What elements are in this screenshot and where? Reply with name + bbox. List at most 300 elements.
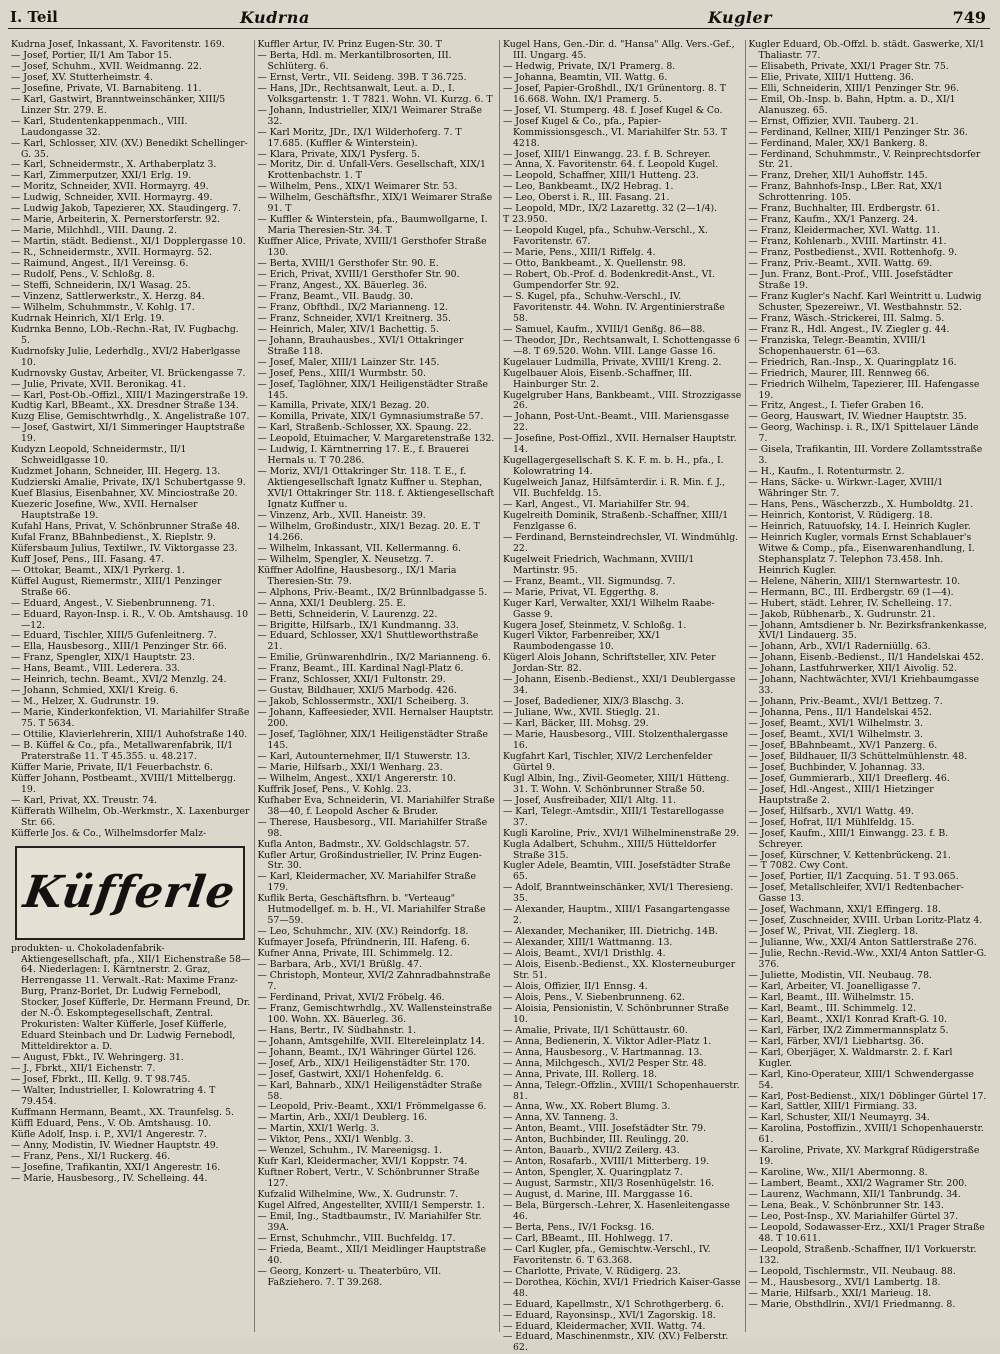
directory-entry: — Hans, Beamt., VIII. Lederera. 33.	[11, 663, 181, 675]
directory-entry: — Bela, Bürgersch.-Lehrer, X. Hasenleitengasse 46.	[503, 1200, 730, 1222]
directory-entry: — Karl, Beamt., III. Wilhelmstr. 15.	[748, 991, 915, 1003]
directory-entry: Kugfahrt Karl, Tischler, XIV/2 Lerchenfelder Gürtel 9.	[503, 750, 713, 773]
directory-entry: — Karl, Beamt., III. Schimmelg. 12.	[748, 1002, 917, 1014]
directory-entry: Kufner Anna, Private, III. Schimmelg. 12.	[257, 948, 453, 960]
directory-entry: — Josef, Bildhauer, II/3 Schüttelmühlenstr. 48.	[748, 750, 968, 762]
directory-entry: — Georg, Wachinsp. i. R., IX/1 Spittelauer Lände 7.	[748, 422, 979, 445]
directory-entry: — Franz, Pens., XI/1 Ruckerg. 46.	[11, 1150, 171, 1162]
directory-entry: — R., Schneidermstr., XVII. Hormayrg. 52.	[11, 247, 213, 259]
directory-entry: Kugli Karoline, Priv., XVI/1 Wilhelminenstraße 29.	[503, 827, 740, 839]
directory-entry: — Leo, Oberst i. R., III. Fasang. 21.	[503, 192, 670, 204]
directory-entry: — Marie, Obsthdlrin., XVI/1 Friedmanng. 8.	[748, 1298, 956, 1310]
advertisement-box	[15, 846, 245, 940]
directory-entry: — Johanna, Beamtin, VII. Wattg. 6.	[503, 71, 668, 83]
directory-entry: — Elisabeth, Private, XXI/1 Prager Str. 75.	[748, 60, 949, 72]
directory-entry: T 23.950.	[503, 214, 548, 226]
directory-entry: — Jakob, Schlossermstr., XXI/1 Scheiberg. 3.	[257, 696, 469, 708]
directory-entry: — S. Kugel, pfa., Schuhw.-Verschl., IV. Favoritenstr. 44. Wohn. IV. Argentinierstraße 58.	[503, 290, 725, 324]
directory-entry: — Josef, Portier, II/1 Am Tabor 15.	[11, 49, 172, 61]
directory-entry: — Martin, XXI/1 Werlg. 3.	[257, 1123, 380, 1135]
directory-entry: — Franz, Postbedienst., XVII. Rottenhofg. 9.	[748, 247, 958, 259]
directory-entry: Küffner Adolfine, Hausbesorg., IX/1 Maria Theresien-Str. 79.	[257, 564, 457, 587]
directory-entry: Kugel Hans, Gen.-Dir. d. "Hansa" Allg. Vers.-Gef., III. Ungarg. 45.	[503, 39, 735, 61]
directory-entry: — Moriz, XVI/1 Ottakringer Str. 118. T. E., f. Aktiengesellschaft Ignatz Kuffner u. Stephan, XVI/1 Ottakringer Str. 118. f. Aktiengesellschaft Ignatz Kuffner u.	[257, 466, 495, 511]
directory-entry: — Josef, VI. Stumperg. 48. f. Josef Kugel & Co.	[503, 104, 723, 116]
directory-entry: — Anna, Private, III. Rollerg. 18.	[503, 1068, 658, 1080]
directory-entry: — Karl, Straßenb.-Schlosser, XX. Spaung. 22.	[257, 422, 472, 434]
directory-entry: Kugelweit Friedrich, Wachmann, XVIII/1 Martinstr. 95.	[503, 553, 695, 576]
directory-entry: Kugera Josef, Steinmetz, V. Schloßg. 1.	[503, 619, 687, 631]
directory-entry: — Georg, Hauswart, IV. Wiedner Hauptstr. 35.	[748, 411, 967, 423]
directory-entry: — Amalie, Private, II/1 Schüttaustr. 60.	[503, 1024, 688, 1036]
directory-entry: — Wilhelm, Pens., XIX/1 Weimarer Str. 53.	[257, 181, 458, 193]
directory-entry: — Julie, Private, XVII. Beronikag. 41.	[11, 378, 186, 390]
directory-columns	[8, 39, 990, 1354]
directory-entry: — Josefine, Trafikantin, XXI/1 Angerestr. 16.	[11, 1161, 221, 1173]
directory-entry: — Aloisia, Pensionistin, V. Schönbrunner Straße 10.	[503, 1002, 729, 1025]
directory-entry: — Gustav, Bildhauer, XXI/5 Marbodg. 426.	[257, 685, 457, 697]
directory-entry: Kuff Josef, Pens., III. Fasang. 47.	[11, 553, 165, 565]
directory-entry: — Franz, Dreher, XII/1 Auhoffstr. 145.	[748, 170, 928, 182]
directory-entry: Kugel Alfred, Angestellter, XVIII/1 Semperstr. 1.	[257, 1200, 485, 1212]
directory-entry: Kugler Eduard, Ob.-Offzl. b. städt. Gaswerke, XI/1 Thaliastr. 77.	[748, 39, 985, 61]
page-number: 749	[952, 8, 986, 27]
directory-entry: — Johann, Eisenb.-Bedienst., XXI/1 Deublergasse 34.	[503, 674, 736, 697]
directory-entry: Kufhaber Eva, Schneiderin, VI. Mariahilfer Straße 38—40, f. Leopold Ascher & Bruder.	[257, 794, 495, 817]
directory-entry: — Josefine, Post-Offizl., XVII. Hernalser Hauptstr. 14.	[503, 433, 737, 456]
directory-entry: — Lena, Beak., V. Schönbrunner Str. 143.	[748, 1200, 944, 1212]
directory-entry: — Brigitte, Hilfsarb., IX/1 Kundmanng. 33.	[257, 619, 459, 631]
directory-entry: — Josef, Beamt., XVI/1 Wilhelmstr. 3.	[748, 718, 923, 730]
directory-entry: — Samuel, Kaufm., XVIII/1 Genßg. 86—88.	[503, 323, 706, 335]
directory-entry: — Josef, Metallschleifer, XVI/1 Redtenbacher-Gasse 13.	[748, 882, 964, 905]
directory-entry: — Eduard, Tischler, XIII/5 Gufenleitnerg. 7.	[11, 630, 217, 642]
directory-entry: — Josefine, Private, VI. Barnabiteng. 11.	[11, 82, 202, 94]
directory-entry: Kuzg Elise, Gemischtwrhdlg., X. Angelistraße 107.	[11, 411, 250, 423]
directory-entry: — Marie, Hilfsarb., XXI/1 Wenharg. 23.	[257, 761, 443, 773]
directory-entry: — Eduard, Rayon-Insp. i. R., V. Ob. Amtshausg. 10—12.	[11, 608, 249, 631]
directory-entry: — Franz, Schlosser, XXI/1 Fultonstr. 29.	[257, 674, 446, 686]
directory-entry: — Karl, Telegr.-Amtsdir., XIII/1 Testarellogasse 37.	[503, 805, 724, 828]
directory-entry: Kufmayer Josefa, Pfründnerin, III. Hafeng. 6.	[257, 937, 470, 949]
directory-entry: Kudrnofsky Julie, Lederhdlg., XVI/2 Haberlgasse 10.	[11, 345, 241, 368]
directory-entry: — Komilla, Private, XIX/1 Gymnasiumstraße 57.	[257, 411, 484, 423]
directory-entry: — Carl, BBeamt., III. Hohlwegg. 17.	[503, 1232, 674, 1244]
directory-entry: — Kamilla, Private, XIX/1 Bezag. 20.	[257, 400, 430, 412]
directory-entry: — Ernst, Vertr., VII. Seideng. 39B. T 36.725.	[257, 71, 467, 83]
directory-entry: — Josef, Kaufm., XIII/1 Einwangg. 23. f. B. Schreyer.	[748, 827, 949, 850]
directory-entry: — Berta, XVIII/1 Gersthofer Str. 90. E.	[257, 258, 439, 270]
directory-entry: — Ludwig, I. Kärntnerring 17. E., f. Brauerei Hernals u. T 70.286.	[257, 444, 469, 467]
directory-entry: — Karolina, Postoffizin., XVIII/1 Schopenhauerstr. 61.	[748, 1123, 984, 1146]
directory-entry: Küfferle Jos. & Co., Wilhelmsdorfer Malz-	[11, 827, 207, 839]
directory-entry: — Eduard, Rayonsinsp., XVI/1 Zagorskig. 18.	[503, 1309, 716, 1321]
directory-entry: — Ludwig, Schneider, XVII. Hormayrg. 49.	[11, 192, 213, 204]
directory-entry: — Anton, Buchbinder, III. Reulingg. 20.	[503, 1134, 689, 1146]
directory-entry: — Hedwig, Private, IX/1 Pramerg. 8.	[503, 60, 676, 72]
directory-entry: — Josef, Gastwirt, XI/1 Simmeringer Hauptstraße 19.	[11, 422, 245, 445]
directory-entry: — Heinrich, Kontorist, V. Rüdigerg. 18.	[748, 509, 933, 521]
directory-entry: — Hans, Bertr., IV. Südbahnstr. 1.	[257, 1024, 417, 1036]
directory-entry: — Alphons, Priv.-Beamt., IX/2 Brünnlbadgasse 5.	[257, 586, 488, 598]
directory-entry: — Josef, Taglöhner, XIX/1 Heiligenstädter Straße 145.	[257, 729, 489, 751]
directory-entry: — Johann, Eisenb.-Bedienst., II/1 Handelskai 452.	[748, 652, 984, 664]
directory-entry: — Franz, Kohlenarb., XVIII. Martinstr. 41.	[748, 236, 947, 248]
directory-entry: — Hubert, städt. Lehrer, IV. Schelleing. 17.	[748, 597, 952, 609]
directory-entry: Küffer Marie, Private, II/1 Feuerbachstr. 6.	[11, 761, 213, 773]
directory-entry: — Franz, Kaufm., XX/1 Panzerg. 24.	[748, 214, 918, 226]
directory-entry: — Karl, Bahnarb., XIX/1 Heiligenstädter Straße 58.	[257, 1079, 483, 1102]
directory-entry: Kugla Adalbert, Schuhm., XIII/5 Hütteldorfer Straße 315.	[503, 838, 717, 861]
directory-entry: — M., Hausbesorg., XVI/1 Lambertg. 18.	[748, 1276, 941, 1288]
directory-entry: — Josef, Taglöhner, XIX/1 Heiligenstädter Straße 145.	[257, 378, 489, 401]
directory-entry: — Franz Kugler's Nachf. Karl Weintritt u. Ludwig Schuster, Spezereiwr., VI. Westbahnstr. 52.	[748, 290, 982, 313]
directory-entry: — Wilhelm, Großindustr., XIX/1 Bezag. 20. E. T 14.266.	[257, 520, 480, 543]
directory-entry: — J., Fbrkt., XII/1 Eichenstr. 7.	[11, 1063, 156, 1075]
directory-entry: — Alexander, Mechaniker, III. Dietrichg. 14B.	[503, 926, 718, 938]
directory-entry: Kugl Albin, Ing., Zivil-Geometer, XIII/1 Hütteng. 31. T. Wohn. V. Schönbrunner Straße 50.	[503, 772, 730, 795]
directory-entry: — Elie, Private, XIII/1 Hutteng. 36.	[748, 71, 914, 83]
directory-entry: Küfle Adolf, Insp. i. P., XVI/1 Angerestr. 7.	[11, 1128, 207, 1140]
directory-entry: — Anny, Modistin, IV. Wiedner Hauptstr. 49.	[11, 1139, 219, 1151]
directory-entry: — Josef, Pens., XIII/1 Wurmbstr. 50.	[257, 367, 426, 379]
running-head-last-name: Kugler	[708, 8, 773, 27]
directory-entry: — Alois, Eisenb.-Bedienst., XX. Klosterneuburger Str. 51.	[503, 959, 736, 982]
directory-entry: — Leopold, Schaffner, XIII/1 Hutteng. 23.	[503, 170, 699, 182]
directory-entry: Küfersbaum Julius, Textilwr., IV. Viktorgasse 23.	[11, 542, 238, 554]
directory-entry: — Alexander, Hauptm., XIII/1 Fasangartengasse 2.	[503, 904, 731, 927]
directory-entry: — Raimund, Angest., II/1 Vereinsg. 6.	[11, 258, 189, 270]
directory-entry: — Jakob, Rübhenarb., X. Gudrunstr. 21.	[748, 608, 936, 620]
directory-entry: Kudrnka Benno, LOb.-Rechn.-Rat, IV. Fugbachg. 5.	[11, 323, 239, 346]
directory-entry: — Wilhelm, Inkassant, VII. Kellermanng. 6.	[257, 542, 461, 554]
directory-entry: Kugelbauer Alois, Eisenb.-Schaffner, III. Hainburger Str. 2.	[503, 367, 693, 390]
directory-entry: — Hans, Säcke- u. Wirkwr.-Lager, XVIII/1 Währinger Str. 7.	[748, 477, 944, 500]
directory-entry: — Hans, Pens., Wäscherzzb., X. Humboldtg. 21.	[748, 499, 974, 511]
directory-entry: — Karl, Oberjäger, X. Waldmarstr. 2. f. Karl Kugler.	[748, 1046, 953, 1069]
directory-entry: — Johann, Kaffeesieder, XVII. Hernalser Hauptstr. 200.	[257, 707, 494, 730]
directory-entry: — Johann, Priv.-Beamt., XVI/1 Bettzeg. 7.	[748, 696, 943, 708]
directory-entry: — Alexander, XIII/1 Wattmanng. 13.	[503, 937, 673, 949]
directory-entry: — Karl, Kleidermacher, XV. Mariahilfer Straße 179.	[257, 871, 476, 894]
directory-entry: — Franz, Buchhalter, III. Erdbergstr. 61.	[748, 203, 940, 215]
directory-entry: produkten- u. Chokoladenfabrik-Aktiengesellschaft, pfa., XII/1 Eichenstraße 58—64. Niederlagen: I. Kärntnerstr. 2. Graz, Herrengasse 11. Verwalt.-Rat: Maxime Franz-Burg, Pranz-Borlet, Dr. Ludwig Fernebodl, Stocker, Josef Küfferle, Dr. Hermann Freund, Dr. der N.-Ö. Eskomptegesellschaft, Zentral. Prokuristen: Walter Küfferle, Josef Küfferle, Eduard Steinbach und Dr. Ludwig Fernebodl, Mitteldirektor a. D.	[11, 942, 251, 1053]
directory-entry: — Leopold, Priv.-Beamt., XXI/1 Frömmelgasse 6.	[257, 1101, 487, 1113]
directory-entry: — Elli, Schneiderin, XIII/1 Penzinger Str. 96.	[748, 82, 960, 94]
directory-entry: Küfferath Wilhelm, Ob.-Werkmstr., X. Laxenburger Str. 66.	[11, 805, 250, 828]
directory-entry: — Laurenz, Wachmann, XII/1 Tanbrundg. 34.	[748, 1189, 961, 1201]
directory-entry: Kufahl Hans, Privat, V. Schönbrunner Straße 48.	[11, 520, 241, 532]
directory-entry: — Carl Kugler, pfa., Gemischtw.-Verschl., IV. Favoritenstr. 6. T 63.368.	[503, 1243, 711, 1266]
directory-entry: — Anna, Milchgesch., XVI/2 Pesper Str. 48.	[503, 1057, 707, 1069]
directory-entry: — Johann, Nachtwächter, XVI/1 Kriehbaumgasse 33.	[748, 674, 980, 697]
directory-entry: — Franz, Bahnhofs-Insp., LBer. Rat, XX/1 Schrottenring. 105.	[748, 181, 944, 204]
directory-entry: — Karl, Bäcker, III. Mohsg. 29.	[503, 718, 649, 730]
directory-entry: — Helene, Näherin, XIII/1 Sternwartestr. 10.	[748, 575, 961, 587]
directory-entry: — Johann, Industrieller, XIX/1 Weimarer Straße 32.	[257, 104, 482, 127]
directory-entry: — August, d. Marine, III. Marggasse 16.	[503, 1189, 693, 1201]
directory-entry: — Franz, Beamt., III. Kardinal Nagl-Platz 6.	[257, 663, 464, 675]
directory-entry: — Marie, Privat, VI. Eggerthg. 8.	[503, 586, 659, 598]
directory-entry: Kuffler Artur, IV. Prinz Eugen-Str. 30. T	[257, 39, 442, 50]
directory-column-3	[499, 39, 745, 1354]
directory-entry: — Josef, Zuschneider, XVIII. Urban Loritz-Platz 4.	[748, 915, 983, 927]
directory-entry: — Wilhelm, Angest., XXI/1 Angererstr. 10.	[257, 772, 456, 784]
directory-entry: — Charlotte, Private, V. Rüdigerg. 23.	[503, 1265, 681, 1277]
directory-entry: — Marie, Kinderkonfektion, VI. Mariahilfer Straße 75. T 5634.	[11, 707, 250, 730]
directory-entry: — Leopold, Straßenb.-Schaffner, II/1 Vorkuerstr. 132.	[748, 1243, 977, 1266]
directory-entry: — Ernst, Schuhmchr., VIII. Buchfeldg. 17.	[257, 1232, 456, 1244]
directory-entry: — Johann, Amtsdiener b. Nr. Bezirksfrankenkasse, XVI/1 Lindauerg. 35.	[748, 619, 987, 642]
directory-entry: — Marie, Pens., XIII/1 Riffelg. 4.	[503, 247, 656, 259]
directory-entry: — B. Küffel & Co., pfa., Metallwarenfabrik, II/1 Praterstraße 11. T 45.355. u. 48.217.	[11, 740, 234, 762]
directory-entry: Küffel August, Riemermstr., XIII/1 Penzinger Straße 66.	[11, 575, 222, 598]
directory-entry: — Franz, Beamt., VII. Sigmundsg. 7.	[503, 575, 676, 587]
directory-entry: Kugler Adele, Beamtin, VIII. Josefstädter Straße 65.	[503, 860, 731, 883]
directory-entry: — Wenzel, Schuhm., IV. Mareenigsg. 1.	[257, 1145, 443, 1157]
directory-entry: — Anna, X. Favoritenstr. 64. f. Leopold Kugel.	[503, 159, 719, 171]
directory-entry: — August, Fbkt., IV. Wehringerg. 31.	[11, 1052, 184, 1064]
directory-entry: — Karl, Autounternehmer, II/1 Stuwerstr. 13.	[257, 750, 471, 762]
directory-column-4	[745, 40, 991, 1332]
directory-entry: Kugelreith Dominik, Straßenb.-Schaffner, XIII/1 Fenzlgasse 6.	[503, 509, 729, 532]
directory-entry: — Moritz, Schneider, XVII. Hormayrg. 49.	[11, 181, 209, 193]
directory-entry: Kugellagergesellschaft S. K. F. m. b. H., pfa., I. Kolowratring 14.	[503, 455, 724, 478]
directory-entry: — Robert, Ob.-Prof. d. Bodenkredit-Anst., VI. Gumpendorfer Str. 92.	[503, 269, 715, 291]
directory-entry: — Anna, Telegr.-Offzlin., XVIII/1 Schopenhauerstr. 81.	[503, 1079, 740, 1102]
directory-entry: — Leopold, Etuimacher, V. Margaretenstraße 132.	[257, 433, 495, 445]
directory-entry: — Karl, Post-Bedienst., XIX/1 Döblinger Gürtel 17.	[748, 1090, 987, 1102]
directory-entry: — Klara, Private, XIX/1 Pysferg. 5.	[257, 148, 421, 160]
directory-entry: — Eduard, Maschinenmstr., XIV. (XV.) Felberstr. 62.	[503, 1331, 729, 1354]
directory-entry: — Josef, Maler, XIII/1 Lainzer Str. 145.	[257, 356, 440, 368]
directory-entry: — Julianne, Ww., XXI/4 Anton Sattlerstraße 276.	[748, 937, 977, 949]
directory-entry: — Adolf, Branntweinschänker, XVI/1 Theresieng. 35.	[503, 882, 734, 905]
directory-entry: — Johann, Post-Unt.-Beamt., VIII. Mariensgasse 22.	[503, 411, 729, 434]
directory-entry: — Josef, Hdl.-Angest., XIII/1 Hietzinger Hauptstraße 2.	[748, 783, 934, 806]
directory-entry: — Barbara, Arb., XVI/1 Brüßlg. 47.	[257, 959, 423, 971]
directory-entry: — Eduard, Kapellmstr., X/1 Schrothgerberg. 6.	[503, 1298, 724, 1310]
directory-entry: Küffer Johann, Postbeamt., XVIII/1 Mittelbergg. 19.	[11, 772, 236, 795]
directory-entry: — Anna, Hausbesorg., V. Hartmannag. 13.	[503, 1046, 703, 1058]
directory-entry: — Leo, Schuhmchr., XIV. (XV.) Reindorfg. 18.	[257, 926, 469, 938]
directory-entry: — Anna, Bedienerin, X. Viktor Adler-Platz 1.	[503, 1035, 712, 1047]
part-label: I. Teil	[10, 8, 58, 26]
directory-entry: — Leopold, Sodawasser-Erz., XXI/1 Prager Straße 48. T 10.611.	[748, 1221, 985, 1244]
directory-entry: — Moritz, Dir. d. Unfall-Vers. Gesellschaft, XIX/1 Krottenbachstr. 1. T	[257, 159, 486, 182]
directory-entry: — Josef, Arb., XIX/1 Heiligenstädter Str. 170.	[257, 1057, 471, 1069]
directory-entry: — Karl, Schlosser, XIV. (XV.) Benedikt Schellinger-G. 35.	[11, 137, 248, 160]
directory-entry: — Karl, Färber, IX/2 Zimmermannsplatz 5.	[748, 1024, 949, 1036]
directory-entry: — Anton, Spengler, X. Quaringplatz 7.	[503, 1167, 683, 1179]
directory-entry: — Franz R., Hdl. Angest., IV. Ziegler g. 44.	[748, 323, 950, 335]
directory-entry: — Karl, Studentenkappenmach., VIII. Laudongasse 32.	[11, 115, 188, 138]
directory-entry: Kufal Franz, BBahnbedienst., X. Rieplstr. 9.	[11, 531, 216, 543]
directory-entry: — Karl, Privat, XX. Treustr. 74.	[11, 794, 158, 806]
directory-entry: — Ella, Hausbesorg., XIII/1 Penzinger Str. 66.	[11, 641, 227, 653]
directory-entry: — Berta, Pens., IV/1 Focksg. 16.	[503, 1221, 655, 1233]
directory-entry: — Wilhelm, Geschäftsfhr., XIX/1 Weimarer Straße 91. T	[257, 192, 493, 215]
directory-entry: Kuflik Berta, Geschäftsfhrn. b. "Verteaug" Hutmodellgef. m. b. H., VI. Mariahilfer Straße 57—59.	[257, 893, 486, 927]
directory-entry: — Leo, Post-Insp., XV. Mariahilfer Gürtel 37.	[748, 1210, 959, 1222]
directory-entry: — Leopold, MDr., IX/2 Lazarettg. 32 (2—1/4).	[503, 203, 718, 215]
directory-entry: — Franz, Kleidermacher, XVI. Wattg. 11.	[748, 225, 940, 237]
directory-entry: — Karoline, Private, XV. Markgraf Rüdigerstraße 19.	[748, 1145, 980, 1168]
directory-entry: — Marie, Arbeiterin, X. Pernerstorferstr. 92.	[11, 214, 221, 226]
directory-entry: Kugelweich Janaz, Hilfsämterdir. i. R. Min. f. J., VII. Buchfeldg. 15.	[503, 477, 726, 500]
directory-entry: — Vinzenz, Arb., XVII. Haneistr. 39.	[257, 509, 426, 521]
directory-entry: — Ferdinand, Privat, XVI/2 Fröbelg. 46.	[257, 991, 445, 1003]
directory-entry: — Lambert, Beamt., XXI/2 Wagramer Str. 200.	[748, 1178, 968, 1190]
directory-entry: — Johann, Brauhausbes., XVI/1 Ottakringer Straße 118.	[257, 334, 464, 357]
directory-entry: — Karl, Beamt., XXI/1 Konrad Kraft-G. 10.	[748, 1013, 947, 1025]
directory-entry: — Josef, XIII/1 Einwangg. 23. f. B. Schreyer.	[503, 148, 711, 160]
directory-entry: — Johann, Schmied, XXI/1 Kreig. 6.	[11, 685, 179, 697]
directory-entry: — Rudolf, Pens., V. Schloßg. 8.	[11, 269, 155, 281]
directory-entry: — Franz, Spengler, XIX/1 Hauptstr. 23.	[11, 652, 195, 664]
directory-entry: — Leo, Bankbeamt., IX/2 Hebrag. 1.	[503, 181, 674, 193]
directory-entry: — Wilhelm, Spengler, X. Neusetzg. 7.	[257, 553, 434, 565]
directory-entry: — Josef, BBahnbeamt., XV/1 Panzerg. 6.	[748, 740, 938, 751]
directory-entry: — Anna, XXI/1 Deublerg. 25. E.	[257, 597, 406, 609]
directory-entry: Kudrna Josef, Inkassant, X. Favoritenstr. 169.	[11, 39, 225, 50]
directory-entry: — Franz, Wäsch.-Strickerei, III. Salmg. 5.	[748, 312, 945, 324]
directory-entry: — Josef, XV. Stutterheimstr. 4.	[11, 71, 153, 83]
directory-entry: — Josef, Schuhm., XVII. Weidmanng. 22.	[11, 60, 202, 72]
directory-entry: — Otto, Bankbeamt., X. Quellenstr. 98.	[503, 258, 686, 270]
directory-entry: — Josef, Hilfsarb., XVI/1 Wattg. 49.	[748, 805, 914, 817]
directory-entry: — Ottokar, Beamt., XIX/1 Pyrkerg. 1.	[11, 564, 185, 576]
directory-entry: — Berta, Hdl. m. Merkantilbrosorten, III. Schlüterg. 6.	[257, 49, 452, 72]
directory-entry: — Johann, Beamt., IX/1 Währinger Gürtel 126.	[257, 1046, 477, 1058]
directory-entry: — Wilhelm, Schuhmmstr., V. Kohlg. 17.	[11, 301, 195, 313]
directory-entry: — Alois, Pens., V. Siebenbrunneng. 62.	[503, 991, 685, 1003]
directory-entry: — Friedrich, Maurer, III. Rennweg 66.	[748, 367, 930, 379]
directory-entry: — Josef Kugel & Co., pfa., Papier-Kommissionsgesch., VI. Mariahilfer Str. 53. T 4218.	[503, 115, 728, 149]
directory-entry: Kufla Anton, Badmstr., XV. Goldschlagstr. 57.	[257, 838, 470, 850]
directory-entry: — Georg, Konzert- u. Theaterbüro, VII. Faßziehero. 7. T 39.268.	[257, 1265, 442, 1288]
directory-entry: — Josef, Portier, II/1 Zacquing. 51. T 93.065.	[748, 871, 959, 883]
directory-entry: — Kuffler & Winterstein, pfa., Baumwollgarne, I. Maria Theresien-Str. 34. T	[257, 214, 488, 237]
directory-entry: — Vinzenz, Sattlerwerkstr., X. Herzg. 84.	[11, 290, 205, 302]
directory-entry: Kudrnak Heinrich, XI/1 Erlg. 19.	[11, 312, 165, 324]
directory-entry: — Eduard, Schlosser, XX/1 Shuttleworthstraße 21.	[257, 630, 479, 653]
directory-entry: Kudrnovsky Gustav, Arbeiter, VI. Brückengasse 7.	[11, 367, 246, 379]
directory-entry: — Josef W., Privat, VII. Zieglerg. 18.	[748, 926, 919, 938]
directory-column-2	[254, 40, 500, 1332]
directory-entry: — Karl, Angest., VI. Mariahilfer Str. 94.	[503, 499, 690, 511]
directory-entry: — Johann, Amtsgehilfe, XVII. Eltereleinplatz 14.	[257, 1035, 485, 1047]
directory-entry: — Hans, JDr., Rechtsanwalt, Leut. a. D., I. Volksgartenstr. 1. T 7821. Wohn. VI. Kurzg. 6. T	[257, 82, 493, 105]
directory-entry: Kuftner Robert, Vertr., V. Schönbrunner Straße 127.	[257, 1167, 480, 1190]
directory-entry: — Josef, Beamt., XVI/1 Wilhelmstr. 3.	[748, 729, 923, 741]
directory-entry: — Johann, Lastfuhrwerker, XII/1 Aivolig. 52.	[748, 663, 958, 675]
directory-entry: — Betti, Schneiderin, V. Laurenzg. 22.	[257, 608, 438, 620]
directory-entry: Kuger Karl, Verwalter, XXI/1 Wilhelm Raabe-Gasse 9.	[503, 597, 715, 620]
directory-entry: — Martin, städt. Bedienst., XI/1 Dopplergasse 10.	[11, 236, 246, 248]
directory-entry: — Ernst, Offizier, XVII. Tauberg. 21.	[748, 115, 919, 127]
directory-entry: — Anna, Ww., XX. Robert Blumg. 3.	[503, 1101, 671, 1113]
directory-entry: — T 7082. Cwy Cont.	[748, 860, 849, 872]
directory-entry: — Karl, Gastwirt, Branntweinschänker, XIII/5 Linzer Str. 279. E.	[11, 93, 226, 116]
directory-entry: — Alois, Beamt., XVI/1 Dristhlg. 4.	[503, 948, 666, 960]
directory-entry: — Gisela, Trafikantin, III. Vordere Zollamtsstraße 3.	[748, 444, 983, 467]
directory-entry: — Erich, Privat, XVIII/1 Gersthofer Str. 90.	[257, 269, 460, 281]
advertisement-logo: Küfferle	[20, 867, 239, 919]
directory-entry: — Marie, Hausbesorg., IV. Schelleing. 44.	[11, 1172, 208, 1184]
directory-entry: — Karl, Schuster, XII/1 Neumayrg. 34.	[748, 1112, 930, 1124]
directory-entry: — Josef, Kürschner, V. Kettenbrückeng. 21.	[748, 849, 951, 861]
directory-entry: — Josef, Buchbinder, V. Johannag. 33.	[748, 761, 926, 773]
directory-entry: — Marie, Hilfsarb., XXI/1 Marieug. 18.	[748, 1287, 932, 1299]
directory-entry: Kufzalid Wilhelmine, Ww., X. Gudrunstr. 7.	[257, 1189, 459, 1201]
directory-entry: Kuef Blasius, Eisenbahner, XV. Minciostraße 20.	[11, 488, 238, 500]
directory-entry: — Heinrich, techn. Beamt., XVI/2 Menzlg. 24.	[11, 674, 227, 686]
directory-entry: — Josef, Gummierarb., XII/1 Dreeflerg. 46.	[748, 772, 950, 784]
directory-column-1	[8, 40, 254, 1332]
page-header	[8, 6, 990, 29]
directory-entry: — Karl, Schneidermstr., X. Arthaberplatz 3.	[11, 159, 217, 171]
directory-entry: — Jun. Franz, Bont.-Prof., VIII. Josefstädter Straße 19.	[748, 269, 953, 291]
directory-entry: — Anton, Bauarb., XVII/2 Zeilerg. 43.	[503, 1145, 680, 1157]
directory-entry: — Emilie, Grünwarenhdlrin., IX/2 Marianneng. 6.	[257, 652, 491, 664]
directory-entry: — Karl, Sattler, XIII/1 Firmiang. 33.	[748, 1101, 918, 1113]
directory-entry: — Marie, Hausbesorg., VIII. Stolzenthalergasse 16.	[503, 729, 729, 751]
directory-entry: — Johanna, Pens., II/1 Handelskai 452.	[748, 707, 932, 719]
directory-entry: Kufr Karl, Kleidermacher, XVI/1 Koppstr. 74.	[257, 1156, 468, 1168]
directory-entry: Kügerl Alois Johann, Schriftsteller, XIV. Peter Jordan-Str. 82.	[503, 652, 716, 675]
directory-entry: — Josef, Badediener, XIX/3 Blaschg. 3.	[503, 696, 684, 708]
directory-entry: — Josef, Gastwirt, XXI/1 Hohenfeldg. 6.	[257, 1068, 444, 1080]
directory-entry: — Ferdinand, Bernsteindrechsler, VI. Windmühlg. 22.	[503, 531, 739, 554]
directory-entry: — Josef, Ausfreibader, XII/1 Altg. 11.	[503, 794, 677, 806]
directory-entry: — Ferdinand, Schuhmmstr., V. Reinprechtsdorfer Str. 21.	[748, 148, 981, 171]
directory-entry: — Anton, Beamt., VIII. Josefstädter Str. 79.	[503, 1123, 707, 1135]
directory-entry: Kuffner Alice, Private, XVIII/1 Gersthofer Straße 130.	[257, 236, 487, 259]
directory-entry: — Leopold Kugel, pfa., Schuhw.-Verschl., X. Favoritenstr. 67.	[503, 225, 708, 248]
directory-entry: Kufler Artur, Großindustrieller, IV. Prinz Eugen-Str. 30.	[257, 849, 482, 872]
directory-entry: — Eduard, Angest., V. Siebenbrunneng. 71.	[11, 597, 216, 609]
directory-entry: — Josef, Papier-Großhdl., IX/1 Grünentorg. 8. T 16.668. Wohn. IX/1 Pramerg. 5.	[503, 82, 727, 105]
directory-entry: — Franz, Schneider, XVI/1 Kreitnerg. 35.	[257, 312, 451, 324]
directory-entry: — M., Helzer, X. Gudrunstr. 19.	[11, 696, 159, 708]
directory-entry: — Karl, Kino-Operateur, XIII/1 Schwendergasse 54.	[748, 1068, 974, 1091]
directory-entry: — Eduard, Kleidermacher, XVII. Wattg. 74.	[503, 1320, 706, 1332]
directory-entry: — Franz, Gemischtwrhdlg., XV. Wallensteinstraße 100. Wohn. XX. Bäuerleg. 36.	[257, 1002, 493, 1025]
directory-entry: — Alois, Offizier, II/1 Ennsg. 4.	[503, 980, 648, 992]
directory-entry: — Franz, Obfthdl., IX/2 Marianneng. 12.	[257, 301, 448, 313]
directory-entry: Kugelauer Ludmilla, Private, XVIII/1 Kreng. 2.	[503, 356, 722, 368]
directory-entry: — Emil, Ing., Stadtbaumstr., IV. Mariahilfer Str. 39A.	[257, 1210, 482, 1233]
directory-entry: — Heinrich Kugler, vormals Ernst Schablauer's Witwe & Comp., pfa., Eisenwarenhandlung, I. Stephansplatz 7. Telephon 73.458. Inh. Heinrich Kugler.	[748, 531, 975, 576]
directory-entry: — Emil, Ob.-Insp. b. Bahn, Hptm. a. D., XI/1 Alanuszeg. 65.	[748, 93, 956, 116]
directory-entry: Kudzmet Johann, Schneider, III. Hegerg. 13.	[11, 466, 221, 478]
directory-entry: — Frieda, Beamt., XII/1 Meidlinger Hauptstraße 40.	[257, 1243, 487, 1266]
directory-entry: — Ottilie, Klavierlehrerin, XIII/1 Auhofstraße 140.	[11, 729, 248, 741]
directory-entry: — Heinrich, Ratuuofsky, 14. I. Heinrich Kugler.	[748, 520, 971, 532]
directory-entry: — Theodor, JDr., Rechtsanwalt, I. Schottengasse 6—8. T 69.520. Wohn. VIII. Lange Gasse 16.	[503, 334, 740, 357]
directory-entry: — Johann, Arb., XVI/1 Raderniüllg. 63.	[748, 641, 931, 653]
directory-entry: — Walter, Industrieller, I. Kolowratring 4. T 79.454.	[11, 1084, 216, 1107]
directory-entry: — Franz, Beamt., VII. Baudg. 30.	[257, 290, 414, 302]
directory-entry: — Anna, XV. Tanneng. 3.	[503, 1112, 619, 1124]
directory-entry: — Martin, Arb., XXI/1 Deublerg. 16.	[257, 1112, 428, 1124]
directory-entry: — Ferdinand, Maler, XX/1 Bankerg. 8.	[748, 137, 928, 149]
directory-entry: — Fritz, Angest., I. Tiefer Graben 16.	[748, 400, 924, 412]
directory-entry: — Julie, Rechn.-Revid.-Ww., XXI/4 Anton Sattler-G. 376.	[748, 948, 987, 971]
directory-entry: — Josef, Wachmann, XXI/1 Effingerg. 18.	[748, 904, 941, 916]
directory-entry: — Dorothea, Köchin, XVI/1 Friedrich Kaiser-Gasse 48.	[503, 1276, 741, 1299]
